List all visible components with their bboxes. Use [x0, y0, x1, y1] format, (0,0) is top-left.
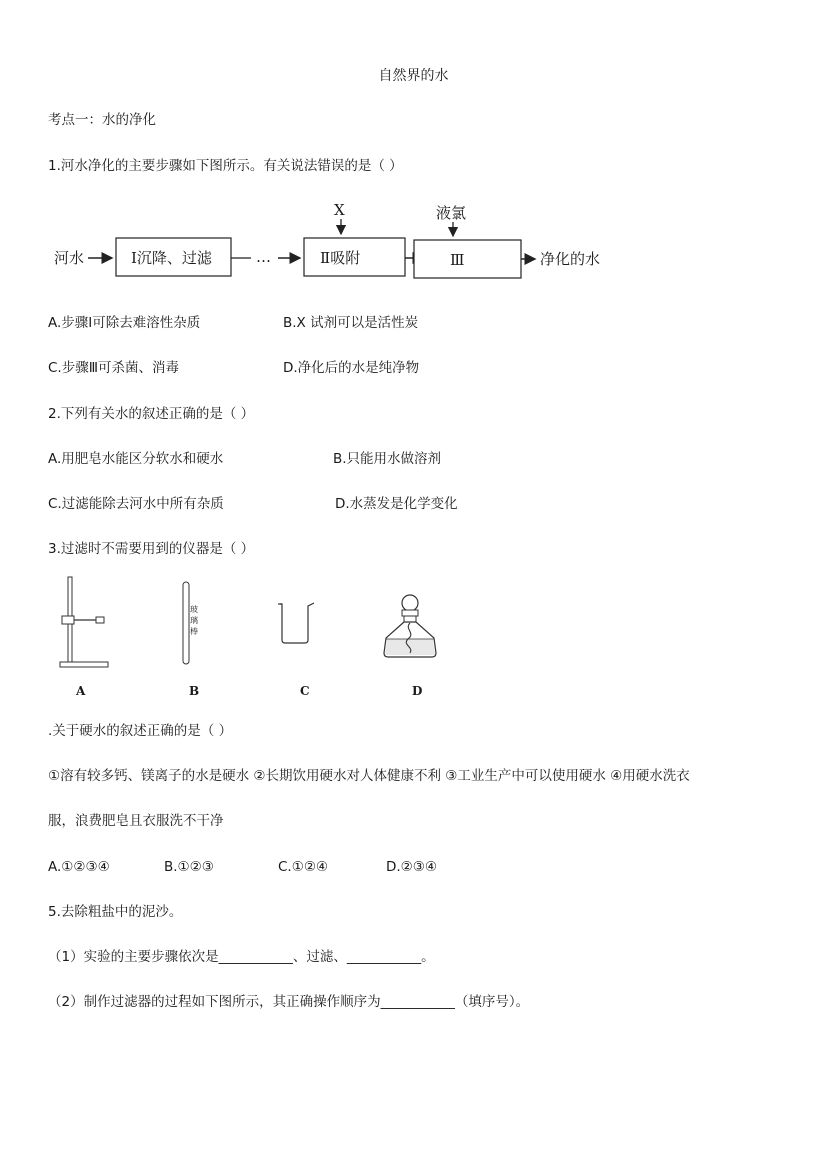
river-water-label: 河水 [54, 249, 85, 267]
q4-statements-line-1: ①溶有较多钙、镁离子的水是硬水 ②长期饮用硬水对人体健康不利 ③工业生产中可以使用硬水 ④用硬水洗衣 [48, 768, 690, 784]
section-heading: 考点一：水的净化 [48, 112, 156, 128]
apparatus-label-d: D [412, 684, 423, 698]
purified-water-label: 净化的水 [540, 250, 601, 268]
q1-option-c: C.步骤Ⅲ可杀菌、消毒 [48, 360, 180, 376]
step-3-label: Ⅲ [450, 251, 465, 269]
question-4-stem: .关于硬水的叙述正确的是（ ） [48, 723, 233, 739]
step-3-box [414, 240, 521, 278]
q5-part-2: （2）制作过滤器的过程如下图所示，其正确操作顺序为___________（填序号）。 [48, 994, 530, 1010]
chlorine-label: 液氯 [436, 204, 467, 222]
page-title: 自然界的水 [378, 68, 449, 84]
ellipsis-label: … [256, 248, 271, 266]
step-2-label: Ⅱ吸附 [320, 249, 361, 267]
iron-stand-image [52, 575, 112, 670]
q2-option-a: A.用肥皂水能区分软水和硬水 [48, 451, 224, 467]
apparatus-label-c: C [300, 684, 310, 698]
q4-option-c: C.①②④ [278, 859, 329, 875]
purification-flow-diagram [48, 198, 608, 288]
q5-part-1: （1）实验的主要步骤依次是___________、过滤、___________。 [48, 949, 435, 965]
apparatus-label-a: A [76, 684, 86, 698]
q1-option-b: B.X 试剂可以是活性炭 [283, 315, 419, 331]
apparatus-label-b: B [189, 684, 200, 698]
q4-statements-line-2: 服，浪费肥皂且衣服洗不干净 [48, 813, 224, 829]
q4-option-b: B.①②③ [164, 859, 214, 875]
q1-option-a: A.步骤Ⅰ可除去难溶性杂质 [48, 315, 201, 331]
question-1-stem: 1.河水净化的主要步骤如下图所示。有关说法错误的是（ ） [48, 158, 403, 174]
q2-option-b: B.只能用水做溶剂 [333, 451, 442, 467]
question-5-stem: 5.去除粗盐中的泥沙。 [48, 904, 183, 920]
glass-rod-text: 玻璃棒 [190, 605, 198, 636]
alcohol-lamp-image [378, 593, 442, 661]
q4-option-a: A.①②③④ [48, 859, 110, 875]
step-1-label: Ⅰ沉降、过滤 [131, 249, 212, 267]
question-3-stem: 3.过滤时不需要用到的仪器是（ ） [48, 541, 255, 557]
q4-option-d: D.②③④ [386, 859, 437, 875]
q1-option-d: D.净化后的水是纯净物 [283, 360, 420, 376]
q2-option-d: D.水蒸发是化学变化 [335, 496, 458, 512]
beaker-image [276, 600, 320, 646]
reagent-x-label: X [334, 201, 345, 219]
q2-option-c: C.过滤能除去河水中所有杂质 [48, 496, 224, 512]
question-2-stem: 2.下列有关水的叙述正确的是（ ） [48, 406, 255, 422]
